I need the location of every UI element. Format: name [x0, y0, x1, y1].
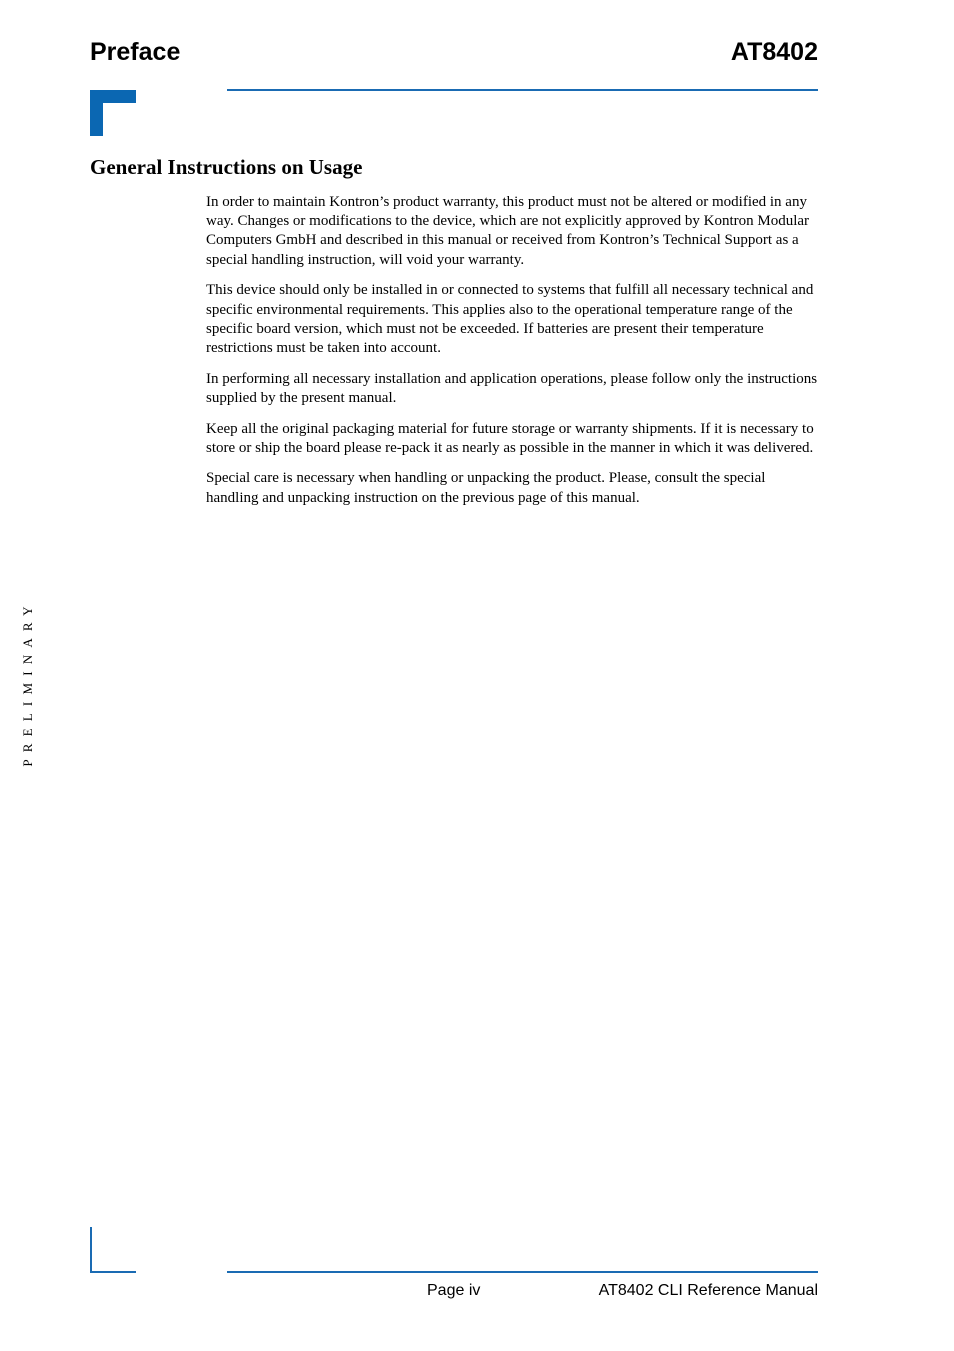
paragraph-packaging: Keep all the original packaging material for future storage or warranty shipments. If it is necessary to store or ship the board please re-pack it as nearly as possible in the manner in which it was delivered.: [206, 420, 814, 456]
preliminary-label: PRELIMINARY: [20, 598, 35, 767]
footer-divider: [227, 1271, 818, 1273]
paragraph-special-care: Special care is necessary when handling or unpacking the product. Please, consult the special handling and unpacking instruction on the previous page of this manual.: [206, 470, 766, 506]
corner-bracket-left-bar: [90, 90, 103, 136]
corner-bracket-bottom-vertical: [90, 1227, 92, 1273]
header-divider: [227, 89, 818, 91]
footer-page-number: Page iv: [427, 1282, 481, 1299]
paragraph-installation: In performing all necessary installation and application operations, please follow only the instructions supplied by the present manual.: [206, 370, 818, 406]
section-heading: General Instructions on Usage: [90, 155, 363, 179]
corner-bracket-bottom-horizontal: [90, 1271, 136, 1273]
body-text: [206, 193, 818, 519]
header-product-name: AT8402: [730, 38, 818, 66]
preliminary-watermark: [19, 598, 37, 767]
paragraph-requirements: This device should only be installed in or connected to systems that fulfill all necessary technical and specific environmental requirements. This applies also to the operational temperature range of the specific board version, which must not be exceeded. If batteries are present their temperature restrictions must be taken into account.: [206, 282, 814, 356]
header-section-title: Preface: [90, 38, 181, 66]
paragraph-warranty: In order to maintain Kontron’s product warranty, this product must not be altered or modified in any way. Changes or modifications to the device, which are not explicitly approved by Kontron Modular Computers GmbH and described in this manual or received from Kontron’s Technical Support as a special handling instruction, will void your warranty.: [206, 194, 810, 268]
footer-manual-title: AT8402 CLI Reference Manual: [598, 1282, 818, 1299]
